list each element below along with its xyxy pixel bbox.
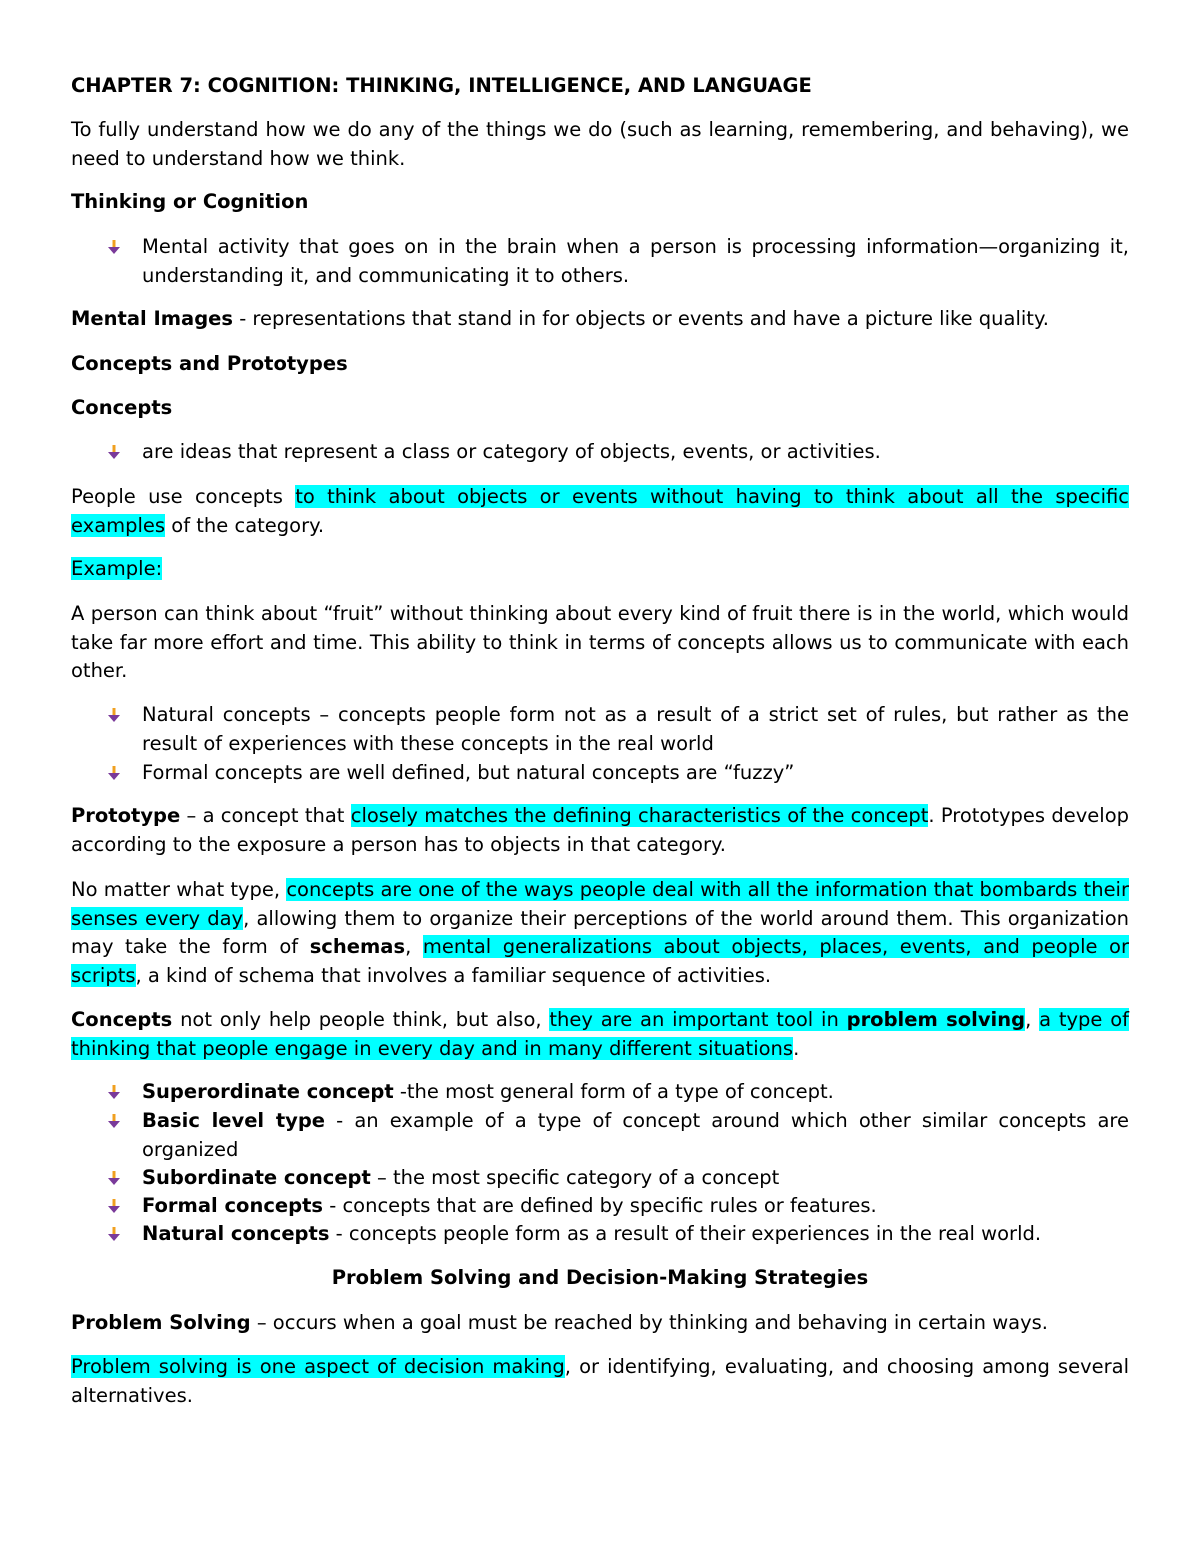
thinking-heading: Thinking or Cognition (71, 190, 309, 213)
list-item-text: Mental activity that goes on in the brain when a person is processing information—organizing it, understanding it, and communicating it to others. (142, 235, 1129, 287)
list-item (106, 233, 1129, 290)
highlighted-text: concepts are one of the ways people deal with all the information that bombards their senses every day (71, 878, 1129, 930)
list-item-text: Formal concepts are well defined, but natural concepts are “fuzzy” (142, 761, 795, 784)
section-heading: Concepts and Prototypes (71, 352, 348, 375)
concepts-heading: Concepts (71, 396, 173, 419)
list-item (106, 438, 1129, 467)
problem-solving-paragraph: Problem Solving – occurs when a goal must be reached by thinking and behaving in certain ways. (71, 1311, 1048, 1334)
list-item (106, 1220, 1129, 1249)
chapter-title: CHAPTER 7: COGNITION: THINKING, INTELLIGENCE, AND LANGUAGE (71, 74, 812, 97)
highlighted-text: closely matches the defining characteristics of the concept (350, 804, 929, 827)
list-item (106, 759, 1129, 788)
decision-paragraph: Problem solving is one aspect of decision making, or identifying, evaluating, and choosing among several alternatives. (71, 1355, 1129, 1407)
people-use-paragraph: People use concepts to think about objects or events without having to think about all the specific examples of the category. (71, 485, 1129, 537)
arrow-down-bullet-icon (106, 1113, 122, 1129)
highlighted-text: a type of thinking that people engage in every day and in many different situations (71, 1008, 1129, 1060)
arrow-down-bullet-icon (106, 1170, 122, 1186)
mental-images-paragraph: Mental Images - representations that stand in for objects or events and have a picture like quality. (71, 307, 1049, 330)
intro-paragraph: To fully understand how we do any of the things we do (such as learning, remembering, and behaving), we need to understand how we think. (71, 118, 1129, 170)
arrow-down-bullet-icon (106, 444, 122, 460)
list-item (106, 1164, 1129, 1193)
arrow-down-bullet-icon (106, 1084, 122, 1100)
highlighted-text: they are an important tool in problem solving (549, 1008, 1026, 1031)
list-item-text: Subordinate concept – the most specific category of a concept (142, 1166, 780, 1189)
arrow-down-bullet-icon (106, 765, 122, 781)
arrow-down-bullet-icon (106, 239, 122, 255)
example-paragraph: A person can think about “fruit” without thinking about every kind of fruit there is in the world, which would take far more effort and time. This ability to think in terms of concepts allows us to communicate with each other. (71, 602, 1129, 682)
arrow-down-bullet-icon (106, 1226, 122, 1242)
list-item (106, 1107, 1129, 1164)
arrow-down-bullet-icon (106, 1198, 122, 1214)
list-item (106, 701, 1129, 758)
list-item (106, 1078, 1129, 1107)
concepts-not-only-paragraph: Concepts not only help people think, but also, they are an important tool in problem solving, a type of thinking that people engage in every day and in many different situations. (71, 1008, 1129, 1060)
no-matter-paragraph: No matter what type, concepts are one of the ways people deal with all the information that bombards their senses every day, allowing them to organize their perceptions of the world around them. This organization may take the form of schemas, mental generalizations about objects, places, events, and people or scripts, a kind of schema that involves a familiar sequence of activities. (71, 878, 1130, 987)
list-item-text: Natural concepts – concepts people form not as a result of a strict set of rules, but rather as the result of experiences with these concepts in the real world (142, 703, 1129, 755)
list-item-text: Superordinate concept -the most general form of a type of concept. (142, 1080, 834, 1103)
highlighted-text: mental generalizations about objects, places, events, and people or scripts (71, 935, 1130, 987)
list-item-text: Formal concepts - concepts that are defined by specific rules or features. (142, 1194, 877, 1217)
arrow-down-bullet-icon (106, 707, 122, 723)
prototype-paragraph: Prototype – a concept that closely matches the defining characteristics of the concept. Prototypes develop according to the exposure a person has to objects in that category. (71, 804, 1129, 856)
list-item-text: Natural concepts - concepts people form as a result of their experiences in the real world. (142, 1222, 1042, 1245)
list-item-text: are ideas that represent a class or category of objects, events, or activities. (142, 440, 881, 463)
problem-solving-heading: Problem Solving and Decision-Making Strategies (331, 1266, 869, 1289)
list-item-text: Basic level type - an example of a type of concept around which other similar concepts are organized (142, 1109, 1129, 1161)
list-item (106, 1192, 1129, 1221)
highlighted-text: Problem solving is one aspect of decision making (71, 1355, 565, 1378)
highlighted-text: to think about objects or events without having to think about all the specific examples (71, 485, 1129, 537)
example-label: Example: (71, 557, 163, 580)
